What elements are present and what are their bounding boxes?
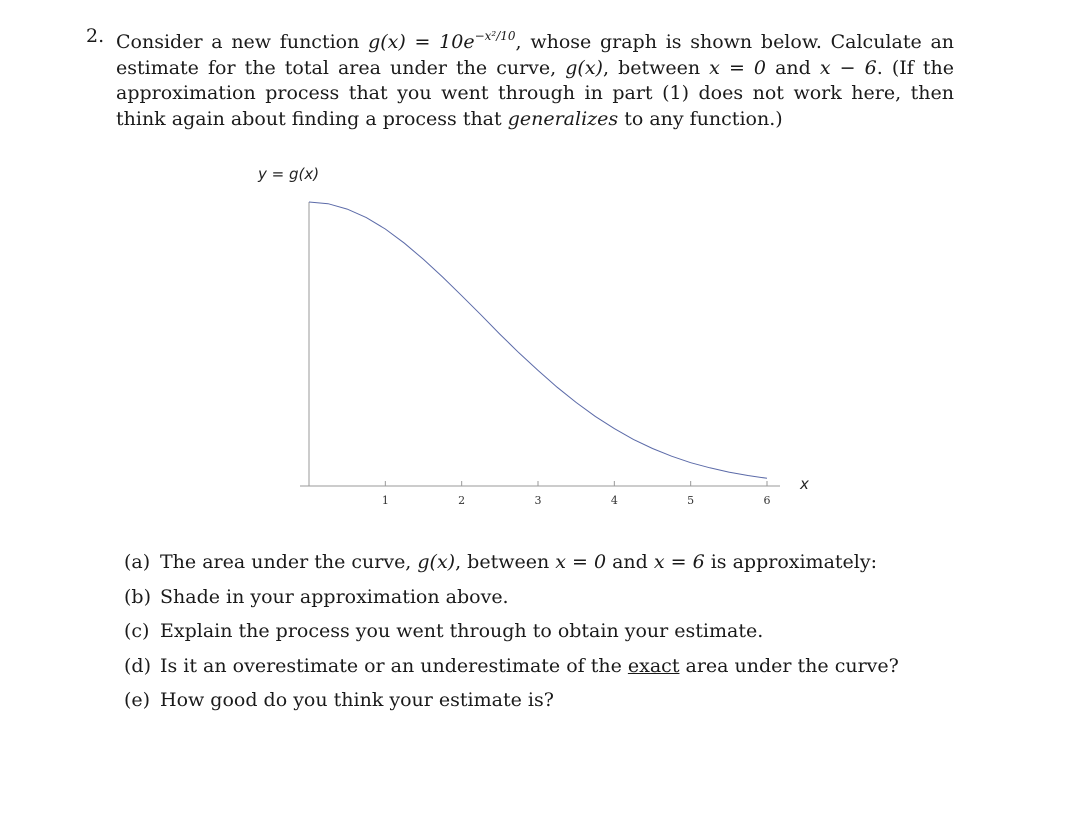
bound-upper: x − 6: [819, 56, 877, 79]
problem-text-4: . (If the approximation process that you went through in part (1) does not work here, then think again about finding a process that: [116, 56, 954, 130]
chart-axes: [300, 202, 780, 486]
x-axis-label: x: [800, 475, 809, 493]
part-a-text-1: The area under the curve,: [160, 551, 418, 573]
problem-text-and: and: [766, 56, 820, 79]
part-d-exact: exact: [627, 654, 680, 677]
part-a-text-3: is approximately:: [704, 551, 877, 573]
part-b-label: (b): [124, 585, 151, 608]
part-a-label: (a): [124, 551, 151, 573]
x-tick-label-5: 5: [687, 494, 695, 507]
part-a-x6: x = 6: [653, 551, 705, 573]
part-e: [124, 686, 1024, 721]
x-tick-label-4: 4: [610, 494, 618, 507]
part-a-g: g(x): [417, 551, 456, 573]
problem-text-2: , whose graph is shown below. Calculate an estimate for the total area under the curve,: [116, 31, 955, 79]
x-tick-label-1: 1: [381, 494, 389, 507]
problem-text: [116, 24, 954, 132]
part-a: [124, 548, 1024, 583]
x-tick-label-6: 6: [763, 494, 771, 507]
part-a-text-2: , between: [455, 551, 556, 573]
problem-number: 2.: [86, 25, 105, 47]
curve-g: [309, 202, 767, 478]
function-definition: g(x) = 10e: [368, 31, 475, 53]
problem-statement: [86, 24, 954, 132]
part-c-label: (c): [124, 620, 150, 642]
emphasis-generalizes: generalizes: [507, 107, 619, 130]
function-graph: [240, 155, 840, 520]
part-d-text-2: area under the curve?: [679, 654, 899, 677]
chart-ticks: [382, 481, 771, 507]
part-d-label: (d): [124, 654, 151, 677]
part-b: [124, 583, 1024, 618]
part-c: [124, 617, 1024, 652]
part-e-text: How good do you think your estimate is?: [160, 689, 554, 711]
function-exponent: −x²/10: [474, 29, 516, 43]
part-e-label: (e): [124, 689, 151, 711]
part-a-and: and: [606, 551, 654, 573]
question-parts: [124, 548, 1024, 721]
y-axis-label: y = g(x): [258, 165, 320, 183]
bound-lower: x = 0: [709, 56, 767, 79]
part-a-x0: x = 0: [555, 551, 607, 573]
function-g: g(x): [565, 56, 603, 79]
problem-text-1: Consider a new function: [116, 31, 369, 53]
problem-text-3: , between: [602, 56, 710, 79]
x-tick-label-2: 2: [458, 494, 466, 507]
x-tick-label-3: 3: [534, 494, 542, 507]
part-b-text: Shade in your approximation above.: [160, 585, 509, 608]
part-c-text: Explain the process you went through to obtain your estimate.: [160, 620, 764, 642]
problem-text-5: to any function.): [618, 107, 783, 130]
part-d: [124, 652, 1024, 687]
part-d-text-1: Is it an overestimate or an underestimate of the: [160, 654, 628, 677]
